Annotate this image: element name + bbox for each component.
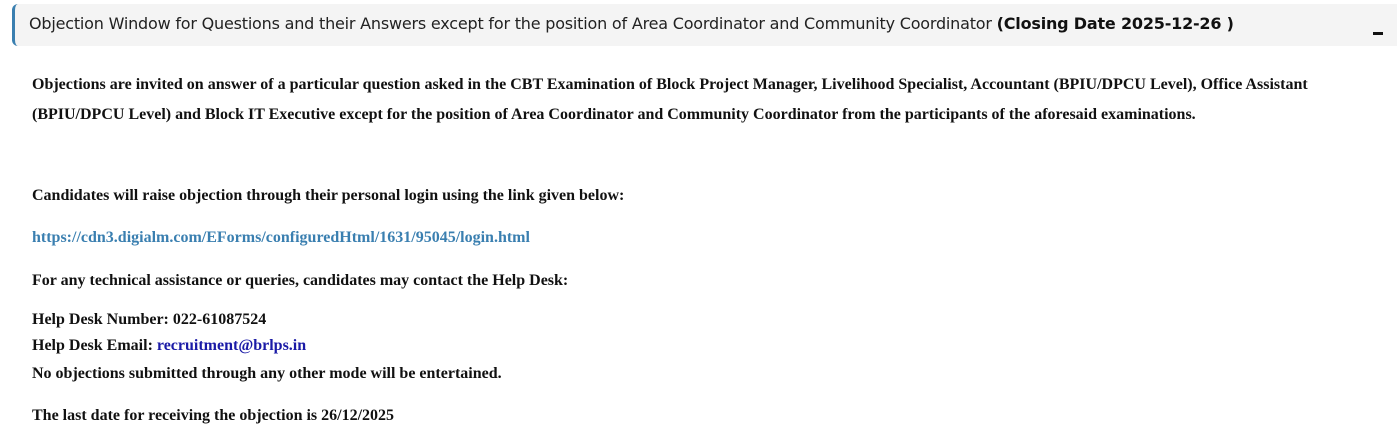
login-instruction: Candidates will raise objection through their personal login using the link given below: xyxy=(32,187,625,204)
intro-paragraph: Objections are invited on answer of a particular question asked in the CBT Examination of Block Project Manager, Livelihood Specialist, Accountant (BPIU/DPCU Level), Office Assistant (BPIU/DPCU Level) and Block IT Executive except for the position of Area Coordinator and Community Coordinator from the participants of the aforesaid examinations. xyxy=(32,76,1308,123)
accordion-header[interactable] xyxy=(12,4,1397,46)
login-link[interactable]: https://cdn3.digialm.com/EForms/configuredHtml/1631/95045/login.html xyxy=(32,229,530,246)
last-date-text: The last date for receiving the objection is 26/12/2025 xyxy=(32,407,395,424)
accordion-title-text: Objection Window for Questions and their Answers except for the position of Area Coordinator and Community Coordinator xyxy=(29,14,997,33)
closing-date: (Closing Date 2025-12-26 ) xyxy=(996,14,1234,33)
no-other-mode-text: No objections submitted through any other mode will be entertained. xyxy=(32,365,502,382)
helpdesk-number-line xyxy=(32,311,266,329)
helpdesk-email-label: Help Desk Email: xyxy=(32,337,157,354)
helpdesk-email-line xyxy=(32,337,306,355)
helpdesk-number-label: Help Desk Number: xyxy=(32,311,173,328)
helpdesk-email-link[interactable]: recruitment@brlps.in xyxy=(156,337,307,354)
assistance-text: For any technical assistance or queries, candidates may contact the Help Desk: xyxy=(32,272,569,289)
accordion-title xyxy=(29,14,1234,33)
minus-icon[interactable] xyxy=(1373,32,1383,35)
helpdesk-number: 022-61087524 xyxy=(172,311,267,328)
